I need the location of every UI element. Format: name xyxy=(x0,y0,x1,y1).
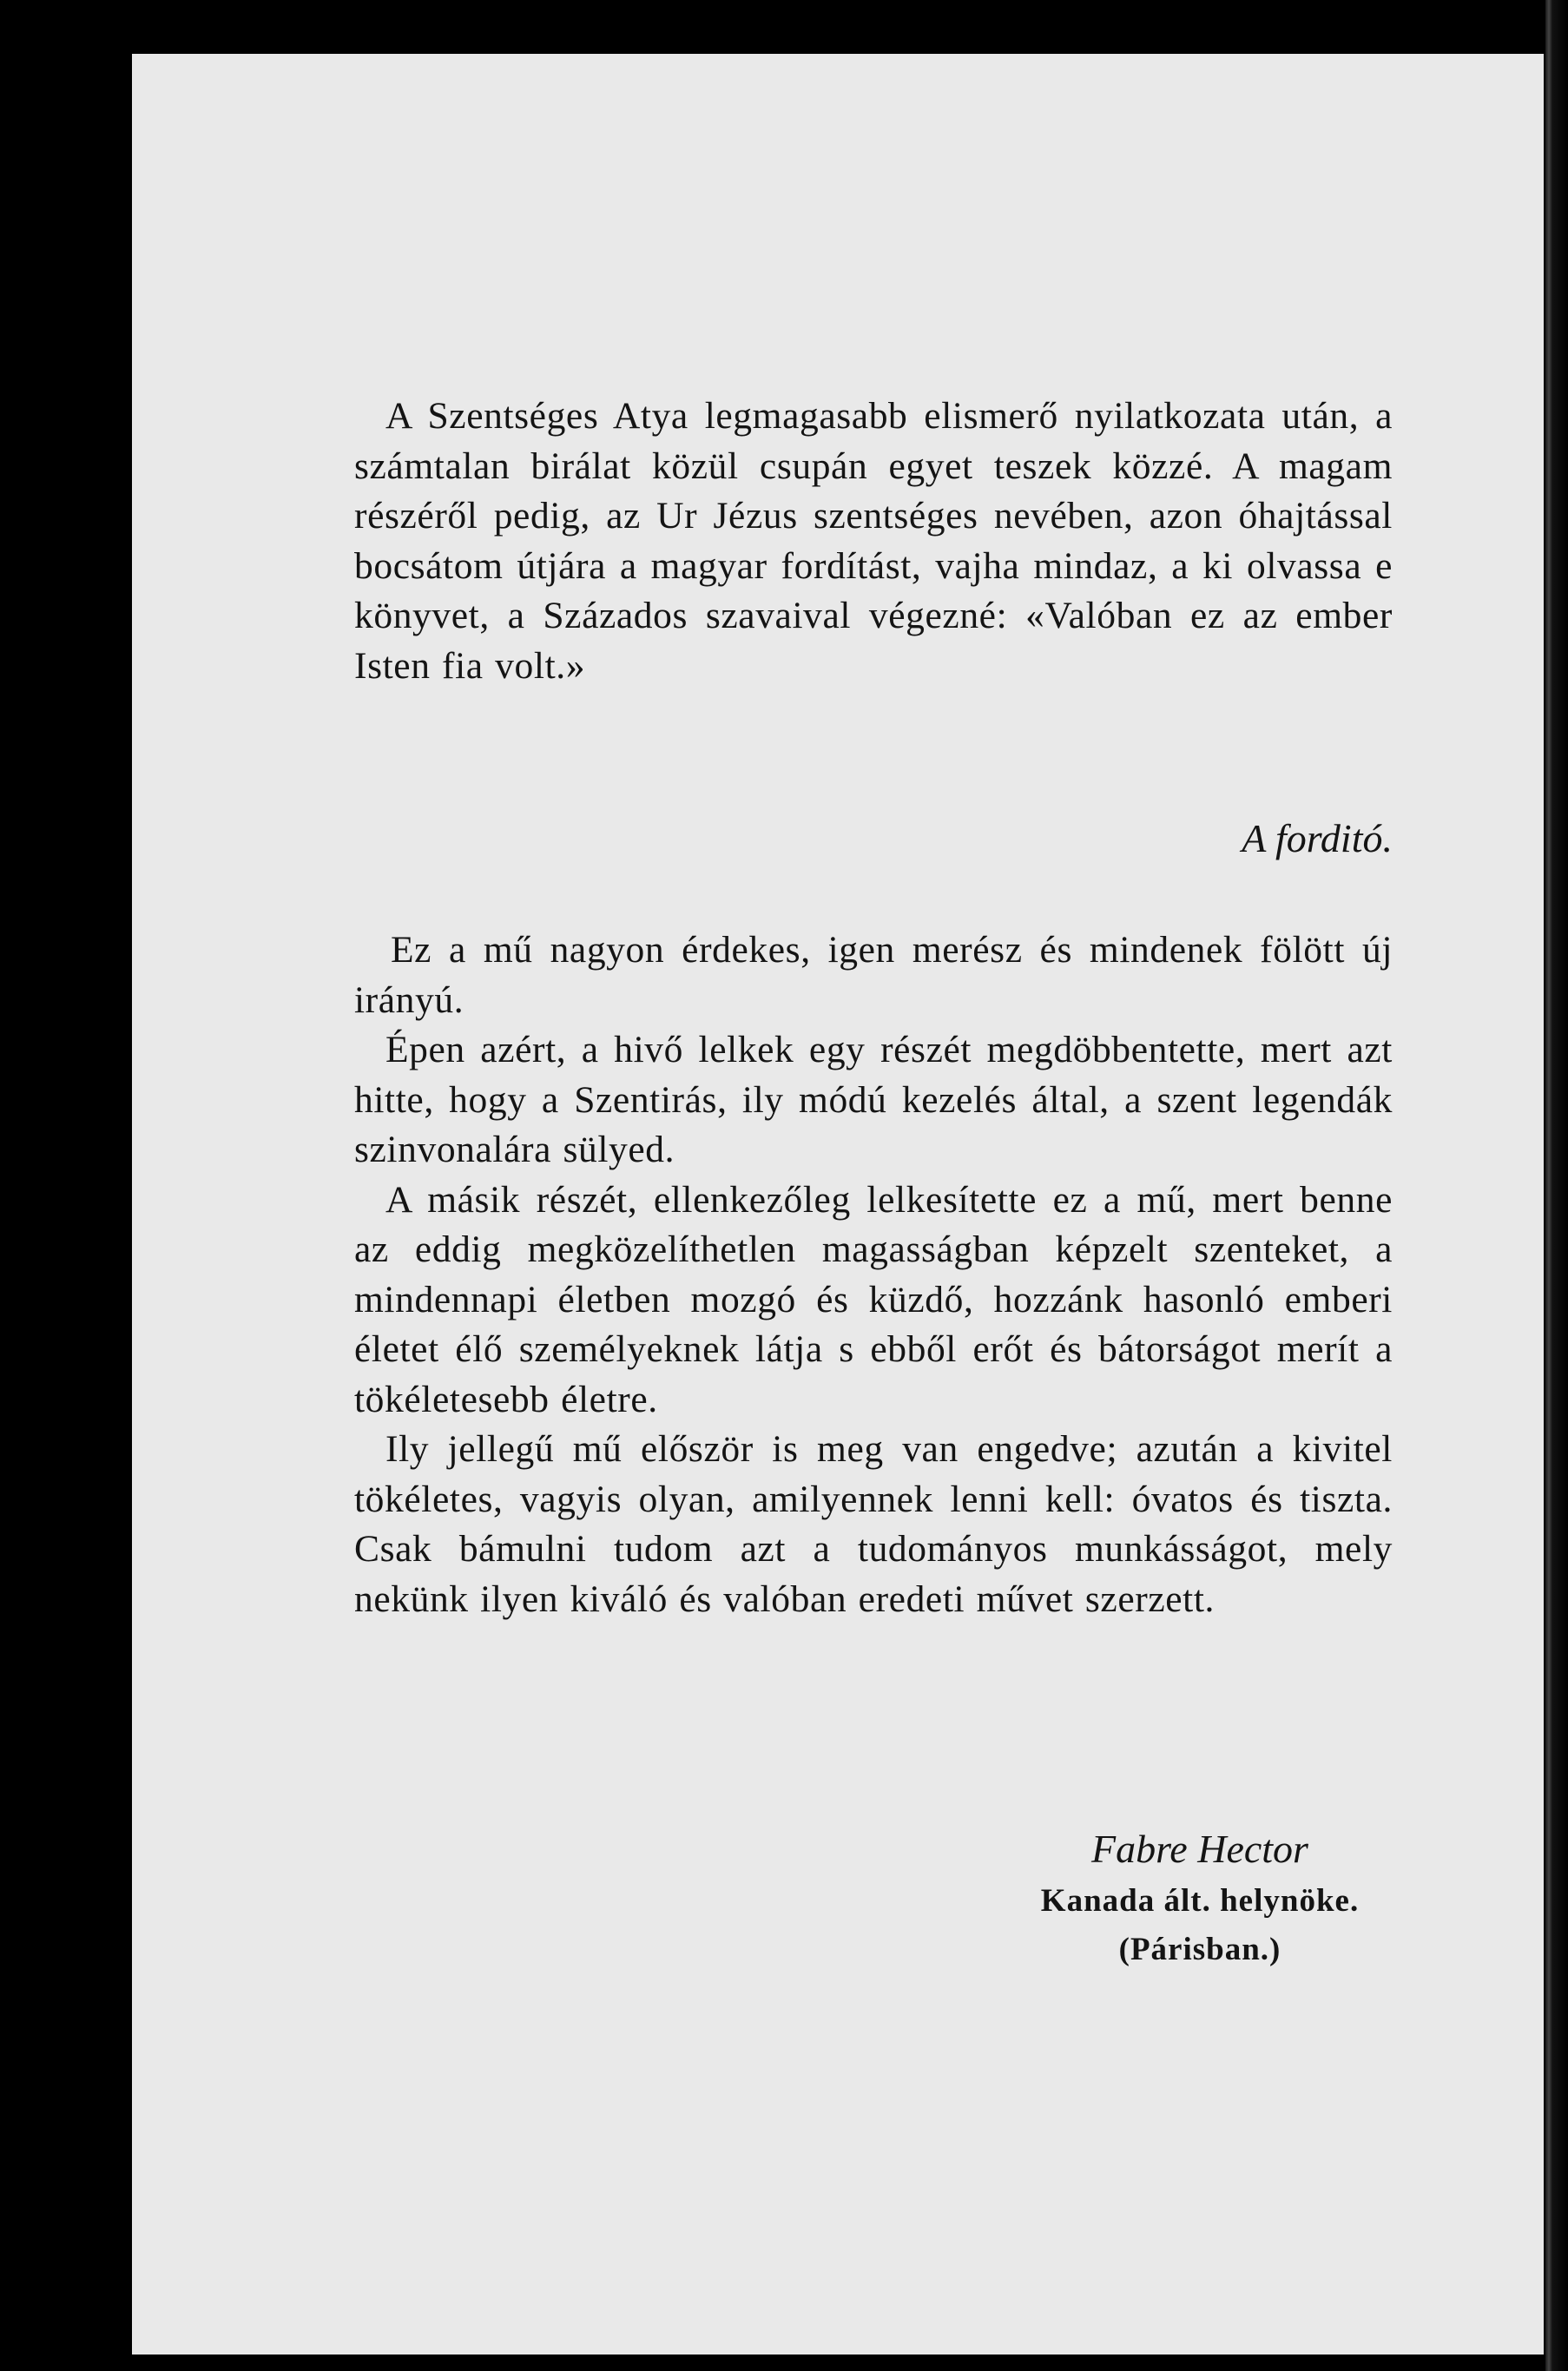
review-text xyxy=(354,925,1393,1624)
book-page xyxy=(132,54,1544,2355)
preface-paragraph: A Szentséges Atya legmagasabb elismerő nyilatkozata után, a számtalan birálat közül csupán egyet teszek közzé. A magam részéről pedig, az Ur Jézus szentséges nevében, azon óhajtással bocsátom útjára a magyar fordítást, vajha mindaz, a ki olvassa e könyvet, a Százados szavaival végezné: «Valóban ez az ember Isten fia volt.» xyxy=(354,395,1393,687)
review-paragraph-2: Épen azért, a hivő lelkek egy részét megdöbbentette, mert azt hitte, hogy a Szentirás, ily módú kezelés által, a szent legendák szinvonalára sülyed. xyxy=(354,1029,1393,1170)
review-author-role: Kanada ált. helynöke. xyxy=(1040,1883,1360,1919)
review-paragraph-3: A másik részét, ellenkezőleg lelkesítette ez a mű, mert benne az eddig megközelíthetlen magasságban képzelt szenteket, a mindennapi életben mozgó és küzdő, hozzánk hasonló emberi életet élő személyeknek látja s ebből erőt és bátorságot merít a tökéletesebb életre. xyxy=(354,1178,1393,1420)
review-author: Fabre Hector xyxy=(1091,1827,1308,1871)
review-paragraph-4: Ily jellegű mű először is meg van engedve; azután a kivitel tökéletes, vagyis olyan, amilyennek lenni kell: óvatos és tiszta. Csak bámulni tudom azt a tudományos munkásságot, mely nekünk ilyen kiváló és valóban eredeti művet szerzett. xyxy=(354,1428,1393,1620)
review-paragraph-1: Ez a mű nagyon érdekes, igen merész és mindenek fölött új irányú. xyxy=(354,929,1393,1021)
translator-preface xyxy=(354,392,1393,691)
scan-edge-right xyxy=(1545,0,1568,2371)
review-author-place: (Párisban.) xyxy=(1118,1932,1281,1967)
translator-signature: A forditó. xyxy=(1242,816,1393,860)
